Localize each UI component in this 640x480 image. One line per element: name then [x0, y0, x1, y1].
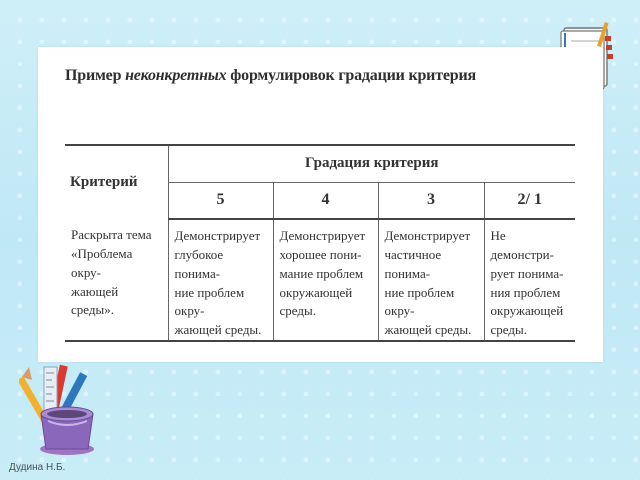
document-card	[38, 47, 603, 362]
gradation-table-container	[65, 144, 575, 341]
score-4-header: 4	[273, 182, 378, 219]
title-emphasis: неконкретных	[125, 67, 227, 84]
score-2-1-header: 2/ 1	[484, 182, 575, 219]
score-2-1-cell: Не демонстри- рует понима- ния проблем окружающей среды.	[490, 228, 564, 338]
gradation-table	[65, 144, 575, 342]
score-5-header: 5	[168, 182, 273, 219]
score-4-cell: Демонстрирует хорошее пони- мание проблем окружающей среды.	[273, 219, 378, 341]
pencil-cup-icon	[19, 363, 114, 459]
table-header-row-top	[65, 145, 575, 182]
criterion-cell: Раскрыта тема «Проблема окру- жающей среды».	[65, 219, 168, 341]
criterion-header: Критерий	[65, 145, 168, 219]
gradation-header: Градация критерия	[168, 145, 575, 182]
score-3-header: 3	[378, 182, 484, 219]
document-title	[65, 67, 476, 85]
title-suffix: формулировок градации критерия	[226, 67, 476, 84]
score-3-cell: Демонстрирует частичное понима- ние проблем окру- жающей среды.	[378, 219, 484, 341]
title-prefix: Пример	[65, 67, 126, 84]
score-5-cell: Демонстрирует глубокое понима- ние проблем окру- жающей среды.	[168, 219, 273, 341]
table-row	[65, 219, 575, 341]
author-label: Дудина Н.Б.	[9, 462, 66, 473]
